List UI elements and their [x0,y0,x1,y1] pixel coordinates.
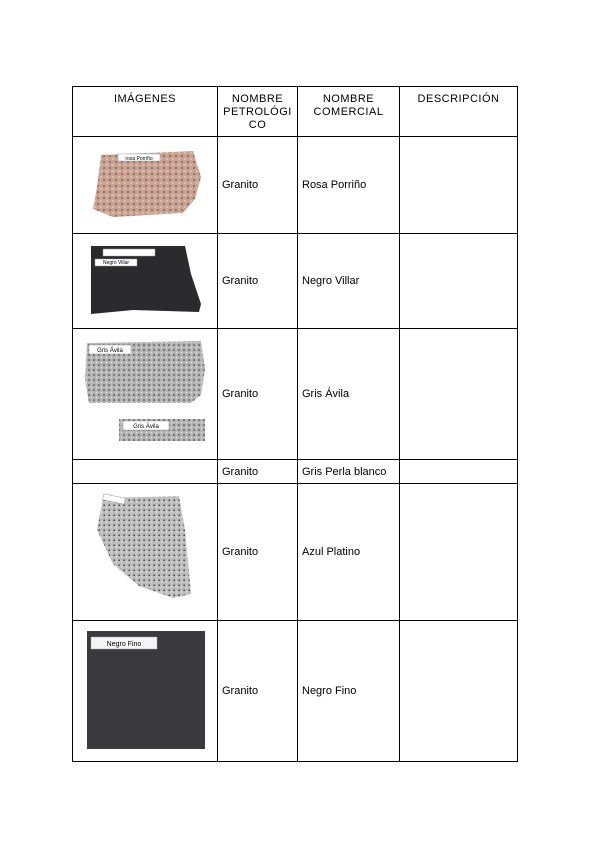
image-cell [73,137,218,234]
descripcion-cell [400,234,518,329]
table-row [73,329,518,460]
table-row [73,484,518,621]
header-comercial-line1: NOMBRE [322,93,375,105]
image-cell [73,329,218,460]
gris-avila-tag: Gris Ávila [97,348,123,354]
comercial-cell: Negro Villar [298,234,400,329]
petrologico-cell: Granito [218,329,298,460]
petrologico-cell: Granito [218,484,298,621]
descripcion-cell [400,460,518,484]
descripcion-cell [400,484,518,621]
gris-avila-photo [73,329,218,459]
comercial-cell: Azul Platino [298,484,400,621]
descripcion-cell [400,137,518,234]
header-comercial-line2: COMERCIAL [313,106,384,118]
header-descripcion: DESCRIPCIÓN [400,87,518,137]
petrologico-cell: Granito [218,137,298,234]
header-row [73,87,518,137]
header-petrologico [218,87,298,137]
image-cell [73,621,218,762]
header-petrologico-line3: CO [248,119,267,131]
rosa-porrino-tag: rosa Porriño [125,156,153,162]
descripcion-cell [400,329,518,460]
table-row [73,621,518,762]
negro-fino-tag: Negro Fino [106,641,142,648]
rock-catalog-table [72,86,518,762]
azul-platino-photo [73,484,218,620]
negro-fino-photo [73,621,218,761]
image-cell [73,460,218,484]
header-imagenes: IMÁGENES [73,87,218,137]
table-row [73,137,518,234]
petrologico-cell: Granito [218,621,298,762]
table-row [73,460,518,484]
header-comercial [298,87,400,137]
comercial-cell: Negro Fino [298,621,400,762]
comercial-cell: Rosa Porriño [298,137,400,234]
comercial-cell: Gris Perla blanco [298,460,400,484]
descripcion-cell [400,621,518,762]
rosa-porrino-photo [73,137,218,233]
gris-avila-tag-small: Gris Ávila [133,424,159,430]
header-petrologico-line1: NOMBRE [231,93,284,105]
image-cell [73,234,218,329]
header-petrologico-line2: PETROLÓGI [223,106,292,118]
petrologico-cell: Granito [218,234,298,329]
negro-villar-photo [73,234,218,328]
image-cell [73,484,218,621]
petrologico-cell: Granito [218,460,298,484]
negro-villar-tag: Negro Villar [102,260,130,266]
table-row [73,234,518,329]
comercial-cell: Gris Ávila [298,329,400,460]
